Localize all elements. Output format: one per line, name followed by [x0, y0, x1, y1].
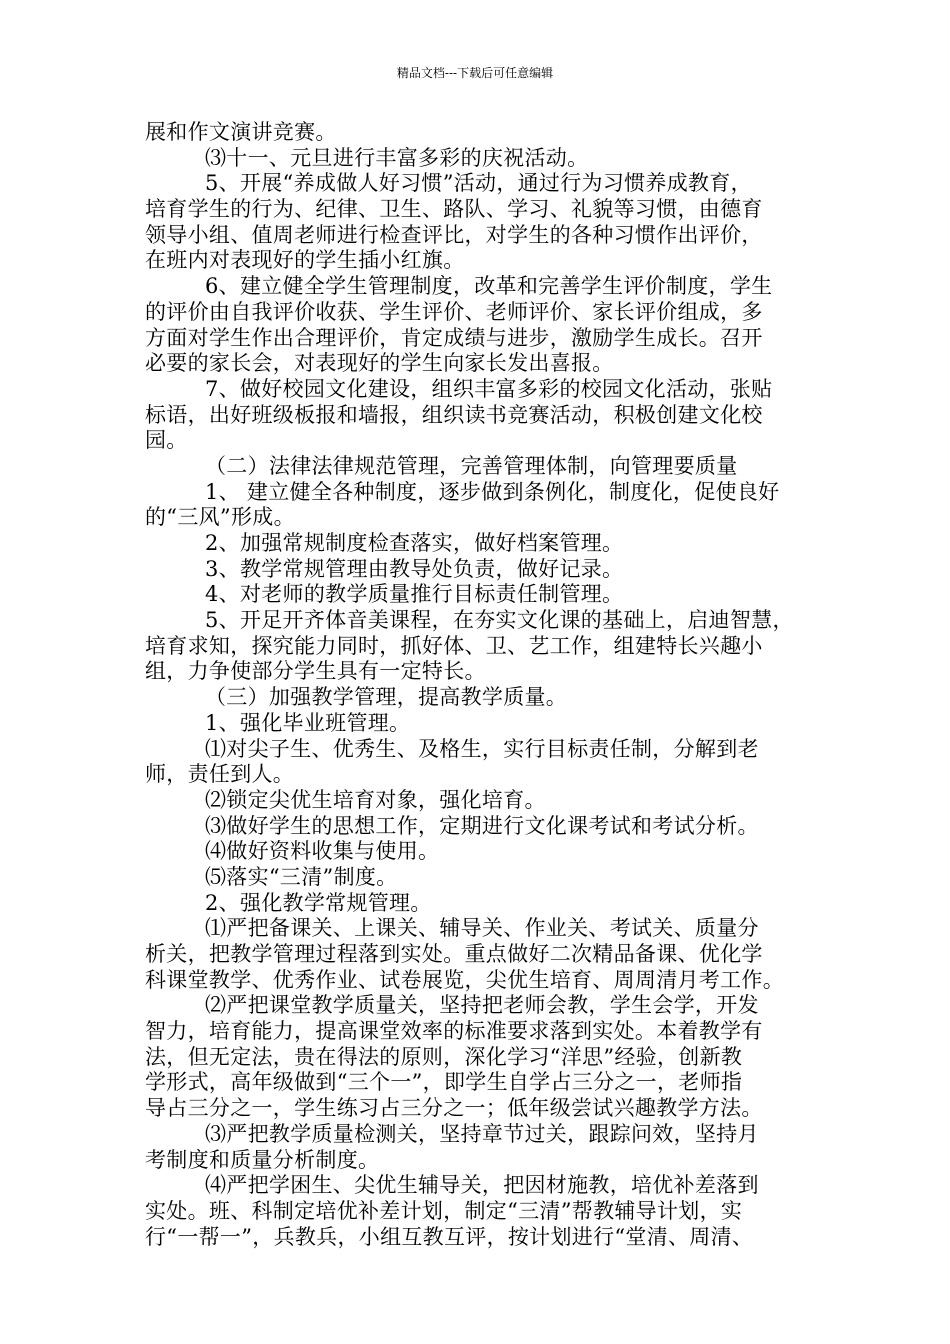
text-line: 导占三分之一，学生练习占三分之一；低年级尝试兴趣教学方法。	[145, 1096, 763, 1121]
text-line: 法，但无定法，贵在得法的原则，深化学习“洋思”经验，创新教	[145, 1044, 743, 1069]
text-line: 6、建立健全学生管理制度，改革和完善学生评价制度，学生	[205, 274, 773, 299]
text-line: ⑷严把学困生、尖优生辅导关，把因材施教，培优补差落到	[205, 1173, 759, 1198]
text-line: 2、加强常规制度检查落实，做好档案管理。	[205, 531, 624, 555]
text-line: 3、教学常规管理由教导处负责，做好记录。	[205, 556, 624, 581]
text-line: 必要的家长会，对表现好的学生向家长发出喜报。	[145, 351, 614, 376]
text-line: 析关，把教学管理过程落到实处。重点做好二次精品备课、优化学	[145, 942, 763, 966]
text-line: 5、开展“养成做人好习惯”活动，通过行为习惯养成教育，	[205, 171, 752, 196]
text-line: 的“三风”形成。	[145, 505, 295, 530]
text-line: ⑶严把教学质量检测关，坚持章节过关，跟踪问效，坚持月	[205, 1121, 759, 1146]
text-line: 实处。班、科制定培优补差计划，制定“三清”帮教辅导计划，实	[145, 1198, 743, 1223]
text-line: 组，力争使部分学生具有一定特长。	[145, 659, 486, 684]
text-line: 科课堂教学、优秀作业、试卷展览，尖优生培育、周周清月考工作。	[145, 967, 784, 992]
text-line: 师，责任到人。	[145, 762, 295, 787]
text-line: 的评价由自我评价收获、学生评价、老师评价、家长评价组成，多	[145, 299, 763, 324]
text-line: 1、强化毕业班管理。	[205, 710, 411, 735]
text-line: 培育学生的行为、纪律、卫生、路队、学习、礼貌等习惯，由德育	[145, 197, 763, 222]
text-line: ⑶十一、元旦进行丰富多彩的庆祝活动。	[205, 145, 589, 170]
text-line: ⑸落实“三清”制度。	[205, 864, 398, 889]
text-line: 领导小组、值周老师进行检查评比，对学生的各种习惯作出评价，	[145, 222, 763, 247]
text-line: 7、做好校园文化建设，组织丰富多彩的校园文化活动，张贴	[205, 376, 773, 401]
text-line: 标语，出好班级板报和墙报，组织读书竞赛活动，积极创建文化校	[145, 402, 763, 427]
text-line: 园。	[145, 428, 188, 453]
text-line: 方面对学生作出合理评价，肯定成绩与进步，激励学生成长。召开	[145, 325, 763, 350]
text-line: ⑵严把课堂教学质量关，坚持把老师会教，学生会学，开发	[205, 993, 759, 1018]
text-line: ⑵锁定尖优生培育对象，强化培育。	[205, 787, 546, 812]
text-line: 4、对老师的教学质量推行目标责任制管理。	[205, 582, 624, 607]
text-line: 学形式，高年级做到“三个一”，即学生自学占三分之一，老师指	[145, 1070, 743, 1095]
text-line: 智力，培育能力，提高课堂效率的标准要求落到实处。本着教学有	[145, 1019, 763, 1044]
document-body	[145, 120, 817, 1250]
page-header: 精品文档---下载后可任意编辑	[396, 66, 554, 80]
text-line: 考制度和质量分析制度。	[145, 1147, 380, 1172]
text-line: ⑴严把备课关、上课关、辅导关、作业关、考试关、质量分	[205, 916, 759, 941]
text-line: ⑴对尖子生、优秀生、及格生，实行目标责任制，分解到老	[205, 736, 759, 761]
text-line: ⑶做好学生的思想工作，定期进行文化课考试和考试分析。	[205, 813, 759, 838]
text-line: 5、开足开齐体音美课程，在夯实文化课的基础上，启迪智慧，	[205, 608, 794, 633]
text-line: ⑷做好资料收集与使用。	[205, 839, 440, 864]
text-line: 展和作文演讲竞赛。	[145, 120, 337, 144]
text-line: 行“一帮一”，兵教兵，小组互教互评，按计划进行“堂清、周清、	[145, 1224, 754, 1249]
text-line: （三）加强教学管理，提高教学质量。	[205, 685, 568, 710]
text-line: 1、 建立健全各种制度，逐步做到条例化，制度化，促使良好	[205, 479, 780, 504]
text-line: 在班内对表现好的学生插小红旗。	[145, 248, 465, 273]
text-line: 培育求知，探究能力同时，抓好体、卫、艺工作，组建特长兴趣小	[145, 633, 763, 658]
text-line: 2、强化教学常规管理。	[205, 890, 432, 915]
text-line: （二）法律法律规范管理，完善管理体制，向管理要质量	[205, 453, 738, 478]
